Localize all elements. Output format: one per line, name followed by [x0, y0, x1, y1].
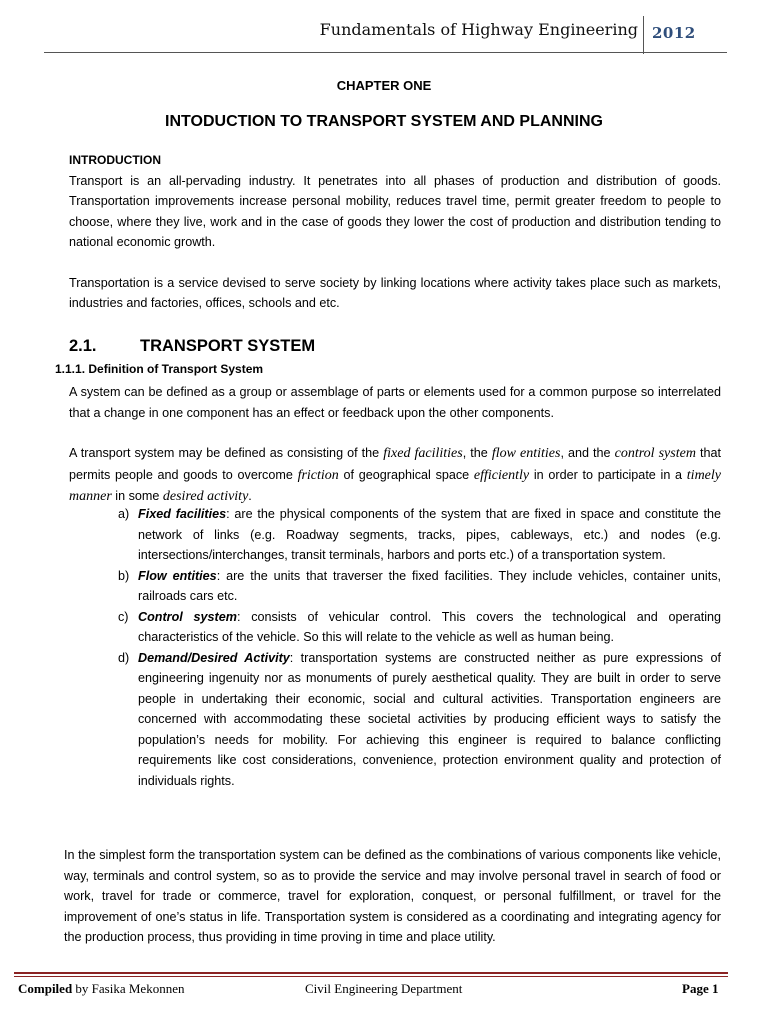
introduction-block — [69, 150, 721, 314]
definition-block — [69, 382, 721, 508]
list-item-label: Fixed facilities — [138, 507, 227, 521]
closing-block — [64, 845, 721, 948]
footer-page-number: Page 1 — [682, 981, 719, 996]
list-item-text: : are the physical components of the system that are fixed in space and constitute the network of links (e.g. Roadway segments, tracks, pipes, cableways, etc.) and nodes (e.g. intersections/interchanges, transit terminals, harbors and ports etc.) of a transportation system. — [138, 507, 721, 562]
footer-rule-thin — [14, 976, 728, 977]
definition-paragraph-1: A system can be defined as a group or assemblage of parts or elements used for a common purpose so interrelated that a change in one component has an effect or feedback upon the other components. — [69, 385, 721, 420]
definition-paragraph-2: A transport system may be defined as consisting of the fixed facilities, the flow entities, and the control system that permits people and goods to overcome friction of geographical space efficiently in order to participate in a timely manner in some desired activity. — [69, 446, 722, 504]
list-item-text: : consists of vehicular control. This covers the technological and operating characteristics of the vehicle. So this will relate to the vehicle as well as human being. — [138, 609, 721, 644]
list-marker: d) — [118, 650, 130, 665]
header-rule — [44, 52, 727, 53]
list-item-label: Control system — [138, 609, 237, 624]
list-item-label: Flow entities — [138, 568, 217, 583]
introduction-heading: INTRODUCTION — [69, 153, 161, 167]
list-item-control-system — [118, 607, 721, 648]
footer-rule-thick — [14, 972, 728, 974]
section-number: 2.1. — [69, 337, 97, 355]
introduction-paragraph-1: Transport is an all-pervading industry. It penetrates into all phases of production and distribution of goods. Transportation improvements increase personal mobility, reduces travel time, permit greater freedom to people to choose, where they live, work and in the case of goods they lower the cost of production and distribution tending to national economic growth. — [69, 173, 721, 249]
header-vertical-rule — [643, 16, 644, 54]
list-marker: a) — [118, 507, 130, 521]
chapter-label: CHAPTER ONE — [336, 78, 432, 93]
list-item-flow-entities — [118, 566, 721, 607]
list-marker: c) — [118, 609, 129, 624]
running-header-title: Fundamentals of Highway Engineering — [319, 20, 638, 39]
closing-paragraph: In the simplest form the transportation system can be defined as the combinations of various components like vehicle, way, terminals and control system, so as to provide the service and may involve personal travel in search of food or work, travel for trade or commerce, travel for exploration, conquest, or personal fulfillment, or travel for the improvement of one’s status in life. Transportation system is considered as a coordinating and integrating agency for the production process, thus providing in time proving in time and place utility. — [64, 848, 721, 944]
subsection-title: 1.1.1. Definition of Transport System — [55, 362, 264, 376]
introduction-paragraph-2: Transportation is a service devised to serve society by linking locations where activity takes place such as markets, industries and factories, offices, schools and etc. — [69, 275, 721, 310]
list-marker: b) — [118, 568, 130, 583]
footer-compiled-by: Compiled by Fasika Mekonnen — [18, 981, 185, 996]
chapter-title: INTODUCTION TO TRANSPORT SYSTEM AND PLANNING — [165, 113, 603, 130]
list-item-demand-activity — [118, 648, 721, 792]
section-title: TRANSPORT SYSTEM — [140, 337, 316, 355]
list-item-text: : transportation systems are constructed neither as pure expressions of engineering ingenuity nor as monuments of purely aesthetical quality. They are built in order to serve people in undertaking their economic, social and cultural activities. Transportation engineers are concerned with accommodating these societal activities by producing efficient ways to satisfy the population’s needs for mobility. For achieving this engineer is required to balance conflicting requirements like cost considerations, convenience, protection environment quality and protection of individuals rights. — [138, 650, 721, 788]
footer-department: Civil Engineering Department — [305, 981, 463, 996]
list-item-fixed-facilities — [118, 504, 721, 566]
list-item-text: : are the units that traverser the fixed facilities. They include vehicles, container units, railroads cars etc. — [138, 568, 721, 603]
components-list — [118, 504, 721, 791]
list-item-label: Demand/Desired Activity — [138, 650, 290, 665]
header-year: 2012 — [652, 24, 696, 42]
